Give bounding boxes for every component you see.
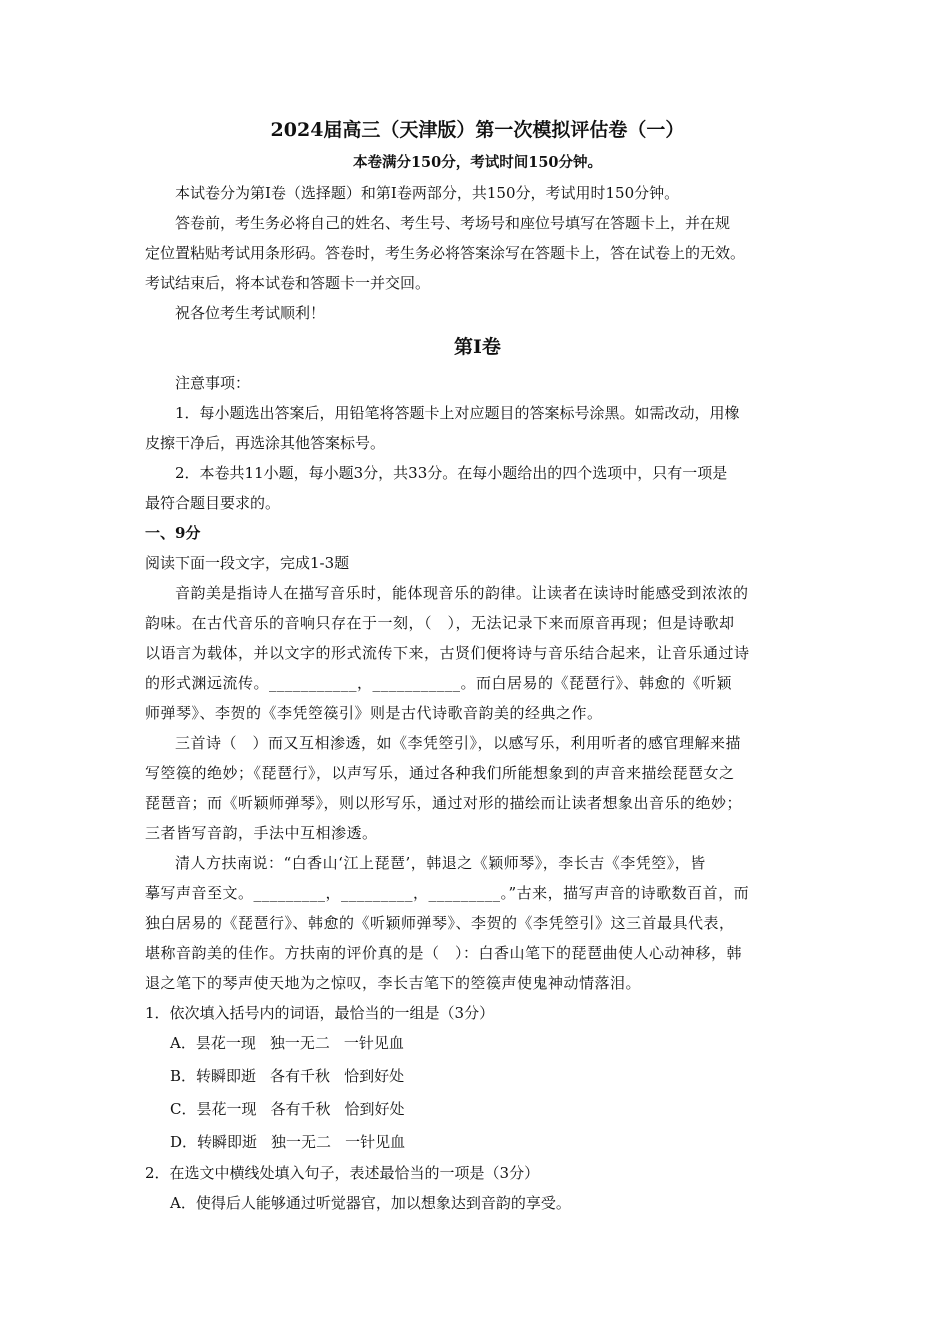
question-2-option-a[interactable] [170, 1193, 835, 1213]
option-word: 昙花一现 [196, 1100, 257, 1118]
part-one-instruction: 阅读下面一段文字，完成1-3题 [145, 554, 350, 572]
question-1-option-c[interactable] [170, 1099, 835, 1119]
passage-line: 师弹琴》、李贺的《李凭箜篌引》则是古代诗歌音韵美的经典之作。 [145, 704, 603, 722]
passage-line: 三首诗（ ）而又互相渗透，如《李凭箜引》，以感写乐，利用听者的感官理解来描 [175, 734, 742, 752]
option-word: 独一无二 [269, 1034, 330, 1052]
option-word: 各有千秋 [270, 1067, 331, 1085]
option-label: A． [170, 1194, 196, 1212]
option-label: D． [170, 1133, 198, 1151]
option-word: 转瞬即逝 [196, 1067, 257, 1085]
section-title: 第Ⅰ卷 [454, 336, 501, 358]
exam-title: 2024届高三（天津版）第一次模拟评估卷（一） [270, 119, 685, 141]
question-1-stem: 1．依次填入括号内的词语，最恰当的一组是（3分） [145, 1004, 495, 1022]
option-label: A． [170, 1034, 196, 1052]
passage-line: 清人方扶南说：“白香山‘江上琵琶’，韩退之《颖师琴》，李长吉《李凭箜》，皆 [175, 854, 706, 872]
notes-line: 皮擦干净后，再选涂其他答案标号。 [145, 434, 386, 452]
notes-heading: 注意事项： [175, 374, 251, 392]
option-word: 恰到好处 [344, 1067, 405, 1085]
passage-line: 韵味。在古代音乐的音响只存在于一刻，（ ），无法记录下来而原音再现；但是诗歌却 [145, 614, 735, 632]
passage-line: 退之笔下的琴声使天地为之惊叹，李长吉笔下的箜篌声使鬼神动情落泪。 [145, 974, 642, 992]
passage-line: 摹写声音至文。_________，_________，_________。”古来，描写声音的诗歌数百首，而 [145, 884, 750, 902]
intro-line: 答卷前，考生务必将自己的姓名、考生号、考场号和座位号填写在答题卡上，并在规 [175, 214, 731, 232]
question-1-option-b[interactable] [170, 1066, 835, 1086]
question-1-option-a[interactable] [170, 1033, 835, 1053]
passage-line: 的形式渊远流传。___________，___________。而白居易的《琵琶行》、韩愈的《听颖 [145, 674, 733, 692]
passage-line: 独白居易的《琵琶行》、韩愈的《听颖师弹琴》、李贺的《李凭箜引》这三首最具代表， [145, 914, 735, 932]
passage-line: 堪称音韵美的佳作。方扶南的评价真的是（ ）：白香山笔下的琵琶曲使人心动神移，韩 [145, 944, 743, 962]
intro-line: 本试卷分为第Ⅰ卷（选择题）和第Ⅰ卷两部分，共150分，考试用时150分钟。 [175, 184, 680, 202]
passage-line: 琵琶音；而《听颖师弹琴》，则以形写乐，通过对形的描绘而让读者想象出音乐的绝妙； [145, 794, 743, 812]
notes-line: 最符合题目要求的。 [145, 494, 281, 512]
notes-line: 2．本卷共11小题，每小题3分，共33分。在每小题给出的四个选项中，只有一项是 [175, 464, 728, 482]
option-word: 恰到好处 [344, 1100, 405, 1118]
option-text: 使得后人能够通过听觉器官，加以想象达到音韵的享受。 [195, 1194, 571, 1212]
passage-line: 三者皆写音韵，手法中互相渗透。 [145, 824, 378, 842]
passage-line: 音韵美是指诗人在描写音乐时，能体现音乐的韵律。让读者在读诗时能感受到浓浓的 [175, 584, 749, 602]
option-word: 一针见血 [343, 1034, 404, 1052]
passage-line: 写箜篌的绝妙；《琵琶行》，以声写乐，通过各种我们所能想象到的声音来描绘琵琶女之 [145, 764, 735, 782]
notes-line: 1．每小题选出答案后，用铅笔将答题卡上对应题目的答案标号涂黑。如需改动，用橡 [175, 404, 740, 422]
option-word: 一针见血 [345, 1133, 406, 1151]
option-word: 昙花一现 [195, 1034, 256, 1052]
option-word: 独一无二 [271, 1133, 332, 1151]
option-label: C． [170, 1100, 197, 1118]
question-1-option-d[interactable] [170, 1132, 835, 1152]
intro-line: 定位置粘贴考试用条形码。答卷时，考生务必将答案涂写在答题卡上，答在试卷上的无效。 [145, 244, 746, 262]
part-one-heading: 一、9分 [145, 524, 201, 542]
option-word: 转瞬即逝 [197, 1133, 258, 1151]
passage-line: 以语言为载体，并以文字的形式流传下来，古贤们便将诗与音乐结合起来，让音乐通过诗 [145, 644, 750, 662]
question-2-stem: 2．在选文中横线处填入句子，表述最恰当的一项是（3分） [145, 1164, 540, 1182]
intro-line: 祝各位考生考试顺利！ [175, 304, 326, 322]
intro-line: 考试结束后，将本试卷和答题卡一并交回。 [145, 274, 431, 292]
option-label: B． [170, 1067, 197, 1085]
option-word: 各有千秋 [270, 1100, 331, 1118]
exam-subtitle: 本卷满分150分，考试时间150分钟。 [352, 154, 603, 171]
